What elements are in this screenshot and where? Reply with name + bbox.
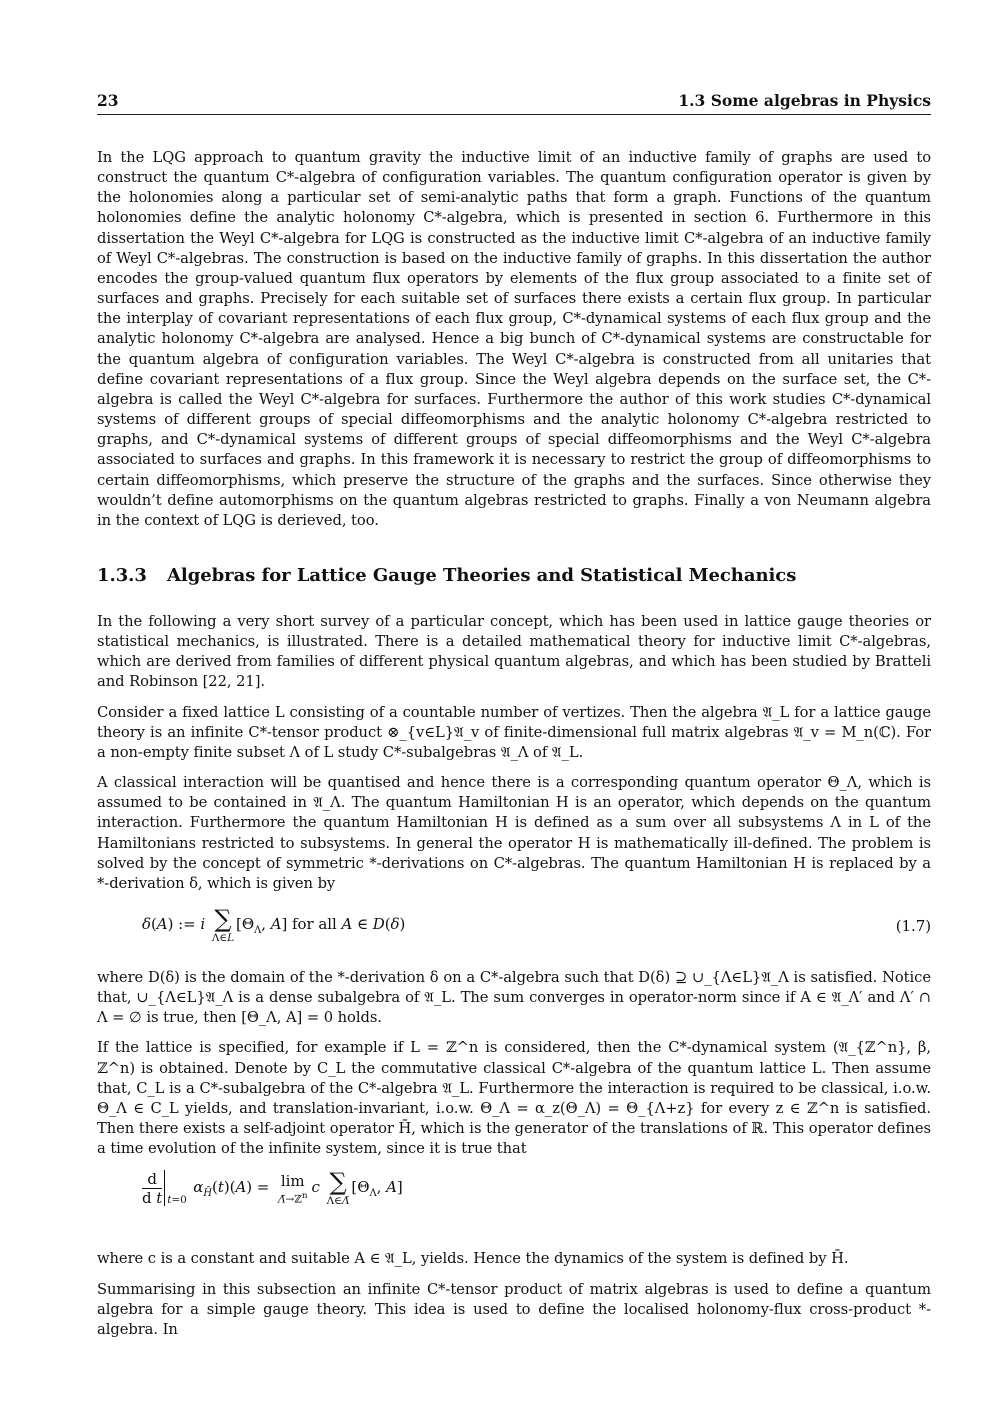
- paragraph-lattice: Consider a fixed lattice L consisting of a countable number of vertizes. Then the algebra 𝔄_L for a lattice gauge theory is an infinite C*-tensor product ⊗_{v∈L}𝔄_v of finite-dimensional full matrix algebras 𝔄_v = M_n(ℂ). For a non-empty finite subset Λ of L study C*-subalgebras 𝔄_Λ of 𝔄_L.: [97, 703, 931, 761]
- paragraph-constant: where c is a constant and suitable A ∈ 𝔄_L, yields. Hence the dynamics of the system is defined by H̄.: [97, 1250, 849, 1268]
- equation-1-7: [97, 898, 931, 960]
- running-header: [97, 90, 931, 115]
- equation-time-evolution: [97, 1165, 931, 1239]
- equation-number: (1.7): [895, 917, 931, 935]
- section-number: 1.3.3: [97, 564, 147, 586]
- paragraph-survey: In the following a very short survey of a particular concept, which has been used in lattice gauge theories or statistical mechanics, is illustrated. There is a detailed mathematical theory for inductive limit C*-algebras, which are derived from families of different physical quantum algebras, and which has been studied by Bratteli and Robinson [22, 21].: [97, 612, 931, 691]
- equation-time-evolution-formula: $\frac{d}{\text{d t}}$ t=0 $\alpha_{H̄}(t)(A)$ = lim Λ̄→ℤ$^n$ c ∑ Λ∈Λ̄ [$\Theta_\Lambda$, A]: [142, 1168, 403, 1208]
- equation-derivation-formula: δ(A) := i ∑ Λ∈L [$\Theta_\Lambda$, A] for all A ∈ D(δ): [142, 905, 406, 944]
- paragraph-dynamical-system: If the lattice is specified, for example if L = ℤ^n is considered, then the C*-dynamical system (𝔄_{ℤ^n}, β, ℤ^n) is obtained. Denote by C_L the commutative classical C*-algebra of the quantum lattice L. Then assume that, C_L is a C*-subalgebra of the C*-algebra 𝔄_L. Furthermore the interaction is required to be classical, i.o.w. Θ_Λ ∈ C_L yields, and translation-invariant, i.o.w. Θ_Λ = α_z(Θ_Λ) = Θ_{Λ+z} for every z ∈ ℤ^n is satisfied. Then there exists a self-adjoint operator H̄, which is the generator of the translations of ℝ. This operator defines a time evolution of the infinite system, since it is true that: [97, 1039, 931, 1158]
- section-heading: [97, 564, 931, 588]
- section-title: Algebras for Lattice Gauge Theories and Statistical Mechanics: [167, 564, 797, 586]
- body-text: [97, 148, 931, 1350]
- paragraph-interaction: A classical interaction will be quantised and hence there is a corresponding quantum operator Θ_Λ, which is assumed to be contained in 𝔄_Λ. The quantum Hamiltonian H is an operator, which depends on the quantum interaction. Furthermore the quantum Hamiltonian H is defined as a sum over all subsystems Λ in L of the Hamiltonians restricted to subsystems. In general the operator H is mathematically ill-defined. The problem is solved by the concept of symmetric *-derivations on C*-algebras. The quantum Hamiltonian H is replaced by a *-derivation δ, which is given by: [97, 774, 931, 892]
- page-number: 23: [97, 91, 119, 110]
- paragraph-domain: where D(δ) is the domain of the *-derivation δ on a C*-algebra such that D(δ) ⊇ ∪_{Λ∈L}𝔄_Λ is satisfied. Notice that, ∪_{Λ∈L}𝔄_Λ is a dense subalgebra of 𝔄_L. The sum converges in operator-norm since if A ∈ 𝔄_Λ′ and Λ′ ∩ Λ = ∅ is true, then [Θ_Λ, A] = 0 holds.: [97, 969, 931, 1027]
- paragraph-lqg: In the LQG approach to quantum gravity the inductive limit of an inductive family of graphs are used to construct the quantum C*-algebra of configuration variables. The quantum configuration operator is given by the holonomies along a particular set of semi-analytic paths that form a graph. Functions of the quantum holonomies define the analytic holonomy C*-algebra, which is presented in section 6. Furthermore in this dissertation the Weyl C*-algebra for LQG is constructed as the inductive limit C*-algebra of an inductive family of Weyl C*-algebras. The construction is based on the inductive family of graphs. In this dissertation the author encodes the group-valued quantum flux operators by elements of the flux group associated to a finite set of surfaces and graphs. Precisely for each suitable set of surfaces there exists a certain flux group. In particular the interplay of covariant representations of each flux group, C*-dynamical systems of each flux group and the analytic holonomy C*-algebra are analysed. Hence a big bunch of C*-dynamical systems are constructable for the quantum algebra of configuration variables. The Weyl C*-algebra is constructed from all unitaries that define covariant representations of a flux group. Since the Weyl algebra depends on the surface set, the C*-algebra is called the Weyl C*-algebra for surfaces. Furthermore the author of this work studies C*-dynamical systems of different groups of special diffeomorphisms and the analytic holonomy C*-algebra restricted to graphs, and C*-dynamical systems of different groups of special diffeomorphisms and the Weyl C*-algebra associated to surfaces and graphs. In this framework it is necessary to restrict the group of diffeomorphisms to certain diffeomorphisms, which preserve the structure of the graphs and the surfaces. Since otherwise they wouldn’t define automorphisms on the quantum algebras restricted to graphs. Finally a von Neumann algebra in the context of LQG is derieved, too.: [97, 149, 931, 529]
- paragraph-summary: Summarising in this subsection an infinite C*-tensor product of matrix algebras is used to define a quantum algebra for a simple gauge theory. This idea is used to define the localised holonomy-flux cross-product *-algebra. In: [97, 1280, 931, 1338]
- running-section-title: 1.3 Some algebras in Physics: [678, 91, 931, 110]
